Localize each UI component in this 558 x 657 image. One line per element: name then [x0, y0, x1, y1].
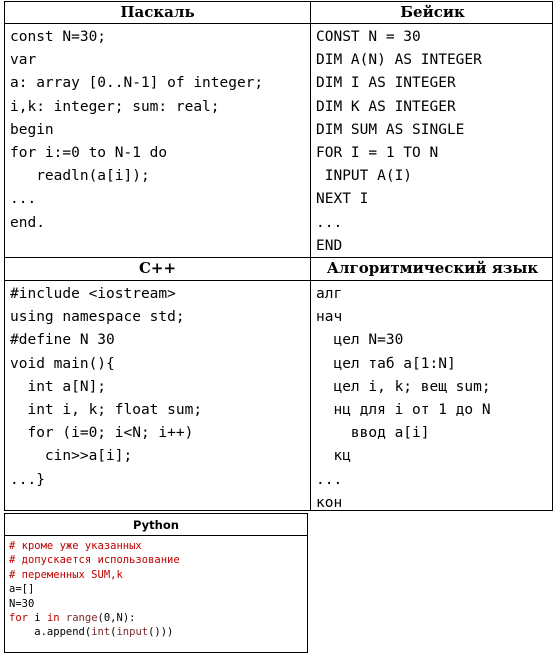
code-line: int i, k; float sum;	[10, 401, 203, 418]
code-line: ввод a[i]	[316, 425, 430, 442]
code-line: DIM SUM AS SINGLE	[316, 121, 465, 138]
code-line: #include <iostream>	[10, 286, 176, 302]
int-function: int	[91, 626, 111, 639]
loop-variable: i	[27, 611, 47, 624]
column-divider	[310, 2, 311, 510]
basic-code	[316, 26, 482, 258]
code-line: end.	[10, 214, 45, 231]
code-comment: # допускается использование	[9, 554, 180, 567]
code-line: алг	[316, 286, 343, 302]
code-line: DIM A(N) AS INTEGER	[316, 52, 482, 69]
code-line: DIM I AS INTEGER	[316, 75, 456, 92]
code-line: цел таб a[1:N]	[316, 355, 456, 372]
code-comment: # переменных SUM,k	[9, 568, 123, 581]
algo-header: Алгоритмический язык	[326, 259, 539, 277]
code-line: begin	[10, 121, 54, 138]
paren: (	[110, 626, 117, 639]
code-comment: # кроме уже указанных	[9, 540, 142, 552]
code-line: ...	[316, 471, 343, 488]
code-line: cin>>a[i];	[10, 448, 133, 465]
code-line: void main(){	[10, 355, 115, 372]
in-keyword: in	[46, 611, 60, 624]
closing-parens: ()))	[148, 626, 174, 639]
code-line: ...	[316, 214, 343, 231]
code-line: a: array [0..N-1] of integer;	[10, 75, 264, 92]
code-line: var	[10, 52, 37, 69]
code-line: i,k: integer; sum: real;	[10, 98, 220, 115]
input-function: input	[116, 626, 149, 639]
code-line: кон	[316, 494, 343, 511]
code-line: const N=30;	[10, 29, 107, 45]
code-line: нач	[316, 309, 343, 326]
code-line-for	[9, 611, 180, 625]
code-line: цел i, k; вещ sum;	[316, 378, 491, 395]
code-line-append	[9, 625, 180, 639]
for-keyword: for	[9, 611, 28, 624]
cpp-header: C++	[138, 259, 177, 277]
code-line: N=30	[9, 597, 35, 610]
header-divider-bottom	[5, 280, 552, 281]
code-line: FOR I = 1 TO N	[316, 144, 439, 161]
code-line: for (i=0; i<N; i++)	[10, 425, 194, 442]
code-line: using namespace std;	[10, 309, 185, 326]
code-line: NEXT I	[316, 191, 369, 208]
code-line: CONST N = 30	[316, 29, 421, 45]
append-call: a.append(	[9, 626, 92, 639]
code-line: #define N 30	[10, 332, 115, 349]
python-header: Python	[5, 514, 307, 536]
code-line: a=[]	[9, 583, 35, 596]
pascal-code	[10, 26, 263, 235]
code-line: цел N=30	[316, 332, 404, 349]
code-line: readln(a[i]);	[10, 168, 150, 185]
code-line: INPUT A(I)	[316, 168, 413, 185]
code-line: int a[N];	[10, 378, 107, 395]
pascal-header: Паскаль	[120, 3, 195, 21]
code-line: DIM K AS INTEGER	[316, 98, 456, 115]
code-line: for i:=0 to N-1 do	[10, 144, 168, 161]
code-line: ...}	[10, 471, 45, 488]
cpp-code	[10, 283, 202, 492]
algo-code	[316, 283, 491, 515]
header-divider-top	[5, 23, 552, 24]
code-line: ...	[10, 191, 37, 208]
code-line: END	[316, 237, 343, 254]
python-box	[4, 513, 308, 653]
range-function: range	[59, 611, 98, 624]
range-args: (0,N):	[97, 611, 136, 624]
code-line: нц для i от 1 до N	[316, 401, 491, 418]
code-table	[4, 1, 553, 511]
python-code	[9, 539, 180, 640]
code-line: кц	[316, 448, 351, 465]
basic-header: Бейсик	[400, 3, 465, 21]
